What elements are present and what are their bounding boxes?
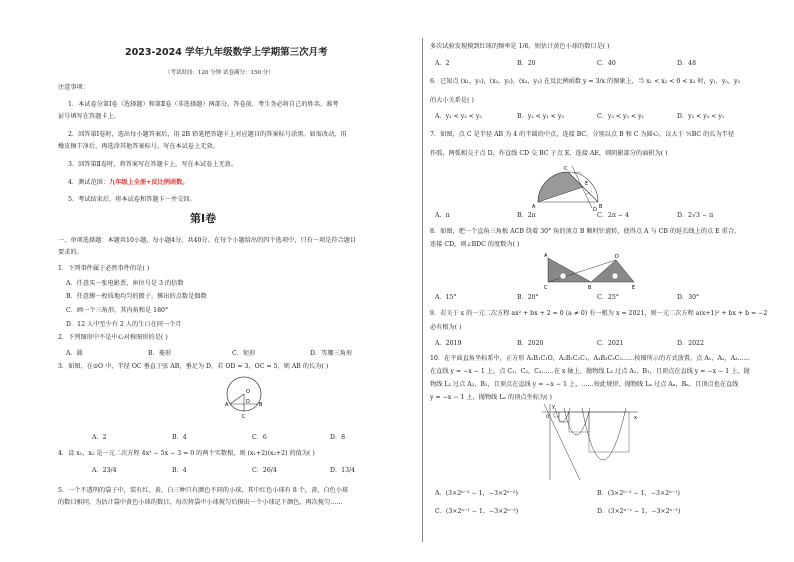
option-b[interactable]: B．20° — [517, 294, 539, 301]
option-c[interactable]: C．40 — [597, 60, 616, 67]
option-c[interactable]: C．画一个三角形，其内角和是 180° — [66, 307, 169, 314]
label-c: C — [564, 166, 568, 172]
label-b: B — [588, 285, 592, 290]
question-stem: 3．如图，在⊙O 中，半径 OC 垂直于弦 AB，垂足为 D，若 OD = 3，OC = 5，则 AB 的长为( ) — [58, 363, 329, 370]
option-b[interactable]: B．4 — [172, 467, 187, 474]
question-stem: 连接 CD，则∠BDC 的度数为( ) — [430, 241, 520, 248]
question-stem: 4．设 x₁，x₂ 是一元二次方程 4x² − 5x − 3 = 0 的两个实数根，则 (x₁+2)(x₂+2) 的值为( ) — [58, 450, 315, 457]
option-a[interactable]: A．2 — [435, 60, 450, 67]
question-stem: 作弧，两弧相交于点 D，作直线 CD 交 BC 于点 E，连接 AE，则阴影部分的面积为( ) — [430, 150, 668, 157]
question-stem: 10．在平面直角坐标系中，正方形 A₁B₁C₁O，A₂B₂C₂C₁，A₃B₃C₃C₂……按图所示的方式放置，点 A₁，A₂，A₃…… — [430, 355, 750, 362]
note-line: 1．本试卷分第Ⅰ卷（选择题）和第Ⅱ卷（非选择题）两部分。答卷前，考生务必将自己的姓名、准考 — [68, 101, 339, 108]
label-d: D — [615, 254, 619, 260]
option-c[interactable]: C．25° — [597, 294, 619, 301]
option-d[interactable]: D．等腰三角形 — [310, 350, 353, 357]
exam-title: 2023-2024 学年九年级数学上学期第三次月考 — [125, 47, 328, 58]
option-b[interactable]: B．4 — [172, 434, 187, 441]
question-stem: 必有根为( ) — [430, 324, 462, 331]
question-stem: y = −x − 1 上，抛物线 Lₙ 的顶点坐标为( ) — [430, 394, 552, 401]
question-stem: 物线 L₂ 过点 A₂，B₂，且顶点在直线 y = −x − 1 上，……按此规律，抛物线 Lₙ 过点 Aₙ，Bₙ，且顶点也在直线 — [430, 381, 739, 388]
note-line: 证号填写在答题卡上。 — [58, 113, 120, 120]
question-stem: 1．下列事件属于必然事件的是( ) — [58, 265, 150, 272]
option-b[interactable]: B．(3×2ⁿ⁻² − 1，−3×2ⁿ⁻¹) — [597, 490, 680, 497]
label-e: E — [632, 285, 636, 290]
question-stem: 在直线 y = −x − 1 上，点 C₁，C₂，C₃……在 x 轴上，抛物线 L₁ 过点 A₁，B₁，且顶点在直线 y = −x − 1 上，抛 — [430, 368, 750, 375]
option-c[interactable]: C．2π − 4 — [597, 212, 629, 219]
label-x: x — [634, 415, 637, 421]
label-b: B — [599, 204, 603, 210]
option-a[interactable]: A．y₁ < y₃ < y₂ — [435, 113, 482, 120]
option-d[interactable]: D．30° — [677, 294, 700, 301]
part-instructions: 要求的。 — [58, 249, 83, 256]
note-line: 5．考试结束后，将本试卷和答题卡一并交回。 — [68, 196, 196, 203]
option-b[interactable]: B．任意掷一枚质地均匀的骰子，掷出的点数是偶数 — [66, 293, 207, 300]
option-d[interactable]: D．2√3 − π — [677, 212, 714, 219]
option-b[interactable]: B．y₂ < y₁ < y₃ — [517, 113, 564, 120]
label-a: A — [225, 402, 229, 408]
label-b: B — [259, 402, 263, 408]
option-d[interactable]: D．(3×2ⁿ⁻¹ − 1，−3×2ⁿ⁻¹) — [597, 508, 681, 515]
option-a[interactable]: A．2 — [92, 434, 107, 441]
option-b[interactable]: B．2π — [517, 212, 536, 219]
label-d: D — [246, 399, 250, 405]
option-a[interactable]: A．圆 — [66, 350, 83, 357]
option-a[interactable]: A．(3×2ⁿ⁻² − 1，−3×2ⁿ⁻²) — [435, 490, 518, 497]
label-c: C — [544, 285, 548, 290]
question-stem: 多次试验发现摸到红球的频率是 1/6，则估计黄色小球的数目是( ) — [430, 43, 610, 50]
q8-triangles-figure — [543, 252, 643, 290]
option-a[interactable]: A．23/4 — [92, 467, 117, 474]
q10-parabola-figure — [540, 402, 640, 482]
option-d[interactable]: D．y₂ < y₃ < y₁ — [677, 113, 725, 120]
option-d[interactable]: D．8 — [330, 434, 346, 441]
option-c[interactable]: C．2021 — [597, 340, 624, 347]
option-a[interactable]: A．15° — [435, 294, 457, 301]
note-scope-prefix: 4．测试范围： — [68, 179, 110, 186]
column-divider — [422, 38, 423, 542]
option-d[interactable]: D．48 — [677, 60, 697, 67]
question-stem: 2．下列图形中不是中心对称图形的是( ) — [58, 334, 168, 341]
exam-subtitle: （考试时间：120 分钟 试卷满分：150 分） — [165, 70, 274, 76]
option-c[interactable]: C．y₃ < y₂ < y₁ — [597, 113, 645, 120]
option-c[interactable]: C．(3×2ⁿ⁻¹ − 1，−3×2ⁿ⁻²) — [435, 508, 519, 515]
label-c: C — [242, 414, 246, 419]
option-b[interactable]: B．20 — [517, 60, 536, 67]
option-b[interactable]: B．菱形 — [148, 350, 172, 357]
question-stem: 5．一个不透明的袋子中，装有红、黄、白三种只有颜色不同的小球，其中红色小球有 8 个，黄、白色小球 — [58, 487, 349, 494]
option-c[interactable]: C．矩形 — [232, 350, 256, 357]
question-stem: 的数目相同，为估计袋中黄色小球的数目，每次将袋中小球搅匀后摸出一个小球记下颜色，再次搅匀…… — [58, 499, 343, 506]
option-c[interactable]: C．26/4 — [252, 467, 277, 474]
question-stem: 6．已知点 (x₁，y₁)，(x₂，y₂)，(x₃，y₃) 在反比例函数 y = 3/x 的图象上，当 x₁ < x₂ < 0 < x₃ 时，y₁，y₂，y₃ — [430, 78, 740, 85]
q3-circle-figure — [222, 373, 266, 419]
label-o: O — [246, 389, 250, 395]
section-title: 第Ⅰ卷 — [190, 212, 217, 225]
option-a[interactable]: A．π — [435, 212, 450, 219]
option-d[interactable]: D．2022 — [677, 340, 704, 347]
question-stem: 的大小关系是( ) — [430, 97, 474, 104]
question-stem: 9．若关于 x 的一元二次方程 ax² + bx + 2 = 0 (a ≠ 0) 有一根为 x = 2021，则一元二次方程 a(x+1)² + bx + b = −2 — [430, 310, 768, 317]
option-d[interactable]: D．13/4 — [330, 467, 356, 474]
note-line: 3．回答第Ⅱ卷时，将答案写在答题卡上。写在本试卷上无效。 — [68, 161, 238, 168]
note-scope — [68, 179, 189, 187]
option-d[interactable]: D．12 人中至少有 2 人的生日在同一个月 — [66, 321, 182, 328]
option-b[interactable]: B．2020 — [517, 340, 544, 347]
note-scope-value: 九年级上全册+反比例函数。 — [109, 179, 189, 186]
label-e: E — [585, 181, 589, 187]
notes-heading: 注意事项： — [58, 84, 89, 91]
question-stem: 8．如图，把一个直角三角板 ACB 绕着 30° 角的顶点 B 顺时针旋转，使得点 A 与 CB 的延长线上的点 E 重合， — [430, 228, 741, 235]
label-d: D — [593, 207, 597, 212]
note-line: 2．回答第Ⅰ卷时，选出每小题答案后，用 2B 铅笔把答题卡上对应题目的答案标号涂黑。如需改动，用 — [68, 131, 347, 138]
option-c[interactable]: C．6 — [252, 434, 267, 441]
label-a: A — [532, 204, 536, 210]
part-instructions: 一、单项选择题：本题共10小题，每小题4分，共40分。在每个小题给出的四个选项中，只有一项是符合题目 — [58, 237, 357, 244]
option-a[interactable]: A．任意买一张电影票，座位号是 3 的倍数 — [66, 280, 184, 287]
q7-semicircle-figure — [530, 160, 606, 212]
label-a: A — [544, 253, 548, 259]
question-stem: 7．如图，点 C 是半径 AB 为 4 的半圆的中点，连接 BC，分别以点 B 和 C 为圆心，以大于 ½BC 的长为半径 — [430, 131, 735, 138]
label-o: O — [546, 414, 550, 419]
label-y: y — [552, 404, 555, 410]
option-a[interactable]: A．2019 — [435, 340, 462, 347]
note-line: 橡皮擦干净后，再选涂其他答案标号。写在本试卷上无效。 — [58, 143, 219, 150]
